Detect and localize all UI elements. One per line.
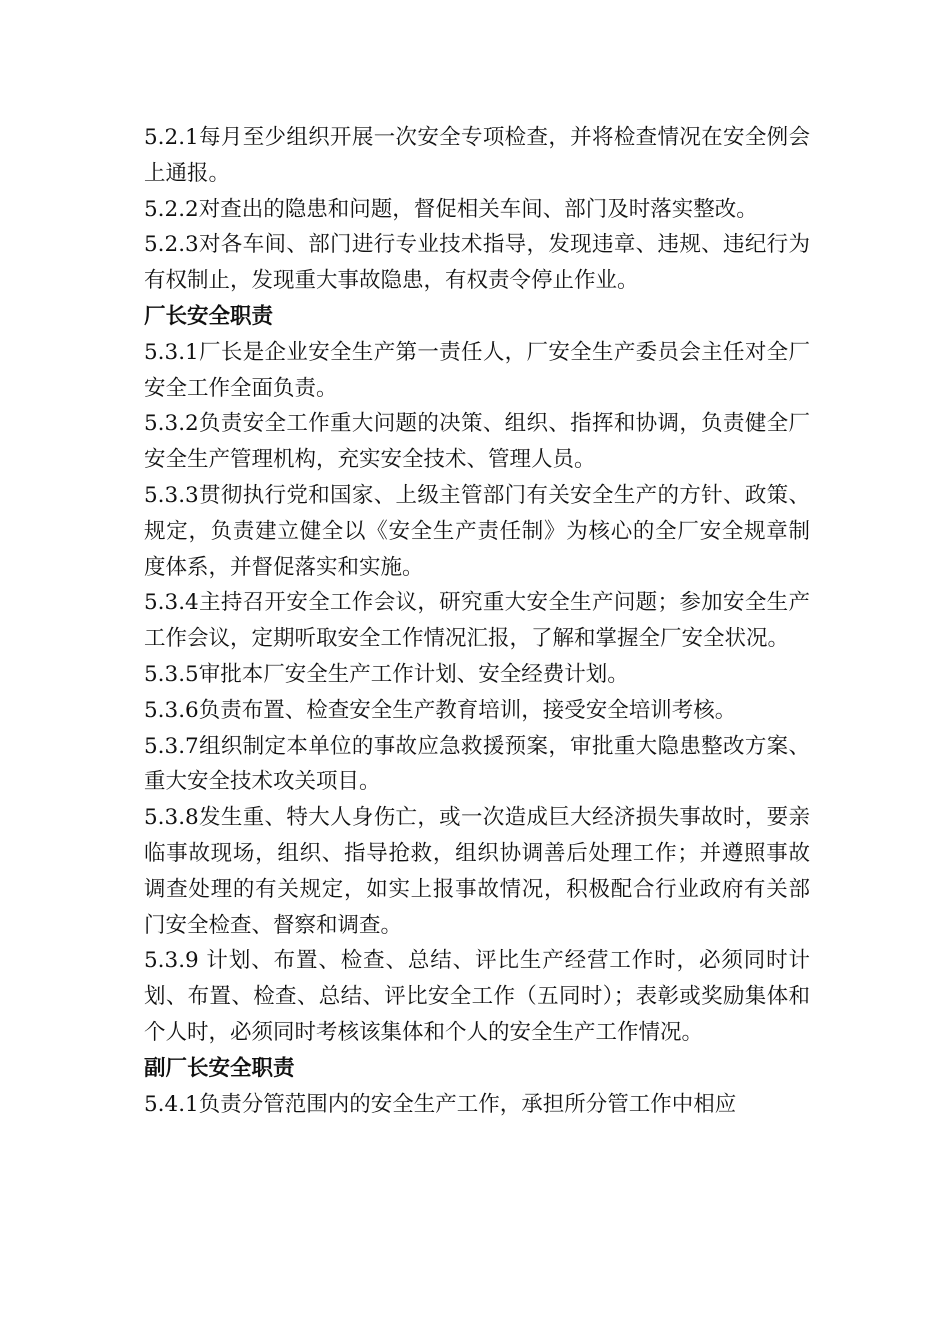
section-heading-deputy-director: 副厂长安全职责 (144, 1055, 295, 1081)
clause-5-4-1: 5.4.1负责分管范围内的安全生产工作，承担所分管工作中相应 (144, 1091, 737, 1117)
clause-5-3-2: 5.3.2负责安全工作重大问题的决策、组织、指挥和协调，负责健全厂安全生产管理机构，充实安全技术、管理人员。 (144, 411, 810, 473)
clause-5-3-6: 5.3.6负责布置、检查安全生产教育培训，接受安全培训考核。 (144, 697, 737, 723)
clause-5-2-2: 5.2.2对查出的隐患和问题，督促相关车间、部门及时落实整改。 (144, 196, 758, 222)
document-body (144, 120, 810, 1122)
clause-5-3-3: 5.3.3贯彻执行党和国家、上级主管部门有关安全生产的方针、政策、规定，负责建立健全以《安全生产责任制》为核心的全厂安全规章制度体系，并督促落实和实施。 (144, 482, 810, 580)
clause-5-3-1: 5.3.1厂长是企业安全生产第一责任人，厂安全生产委员会主任对全厂安全工作全面负责。 (144, 339, 810, 401)
clause-5-2-3: 5.2.3对各车间、部门进行专业技术指导，发现违章、违规、违纪行为有权制止，发现重大事故隐患，有权责令停止作业。 (144, 232, 810, 294)
clause-5-3-5: 5.3.5审批本厂安全生产工作计划、安全经费计划。 (144, 661, 629, 687)
clause-5-2-1: 5.2.1每月至少组织开展一次安全专项检查，并将检查情况在安全例会上通报。 (144, 125, 810, 186)
clause-5-3-4: 5.3.4主持召开安全工作会议，研究重大安全生产问题；参加安全生产工作会议，定期听取安全工作情况汇报，了解和掌握全厂安全状况。 (144, 590, 810, 652)
clause-5-3-7: 5.3.7组织制定本单位的事故应急救援预案，审批重大隐患整改方案、重大安全技术攻关项目。 (144, 733, 810, 795)
clause-5-3-9: 5.3.9 计划、布置、检查、总结、评比生产经营工作时，必须同时计划、布置、检查、总结、评比安全工作（五同时）；表彰或奖励集体和个人时，必须同时考核该集体和个人的安全生产工作情况。 (144, 948, 810, 1045)
section-heading-factory-director: 厂长安全职责 (144, 303, 274, 329)
clause-5-3-8: 5.3.8发生重、特大人身伤亡，或一次造成巨大经济损失事故时，要亲临事故现场，组织、指导抢救，组织协调善后处理工作；并遵照事故调查处理的有关规定，如实上报事故情况，积极配合行业政府有关部门安全检查、督察和调查。 (144, 805, 810, 938)
